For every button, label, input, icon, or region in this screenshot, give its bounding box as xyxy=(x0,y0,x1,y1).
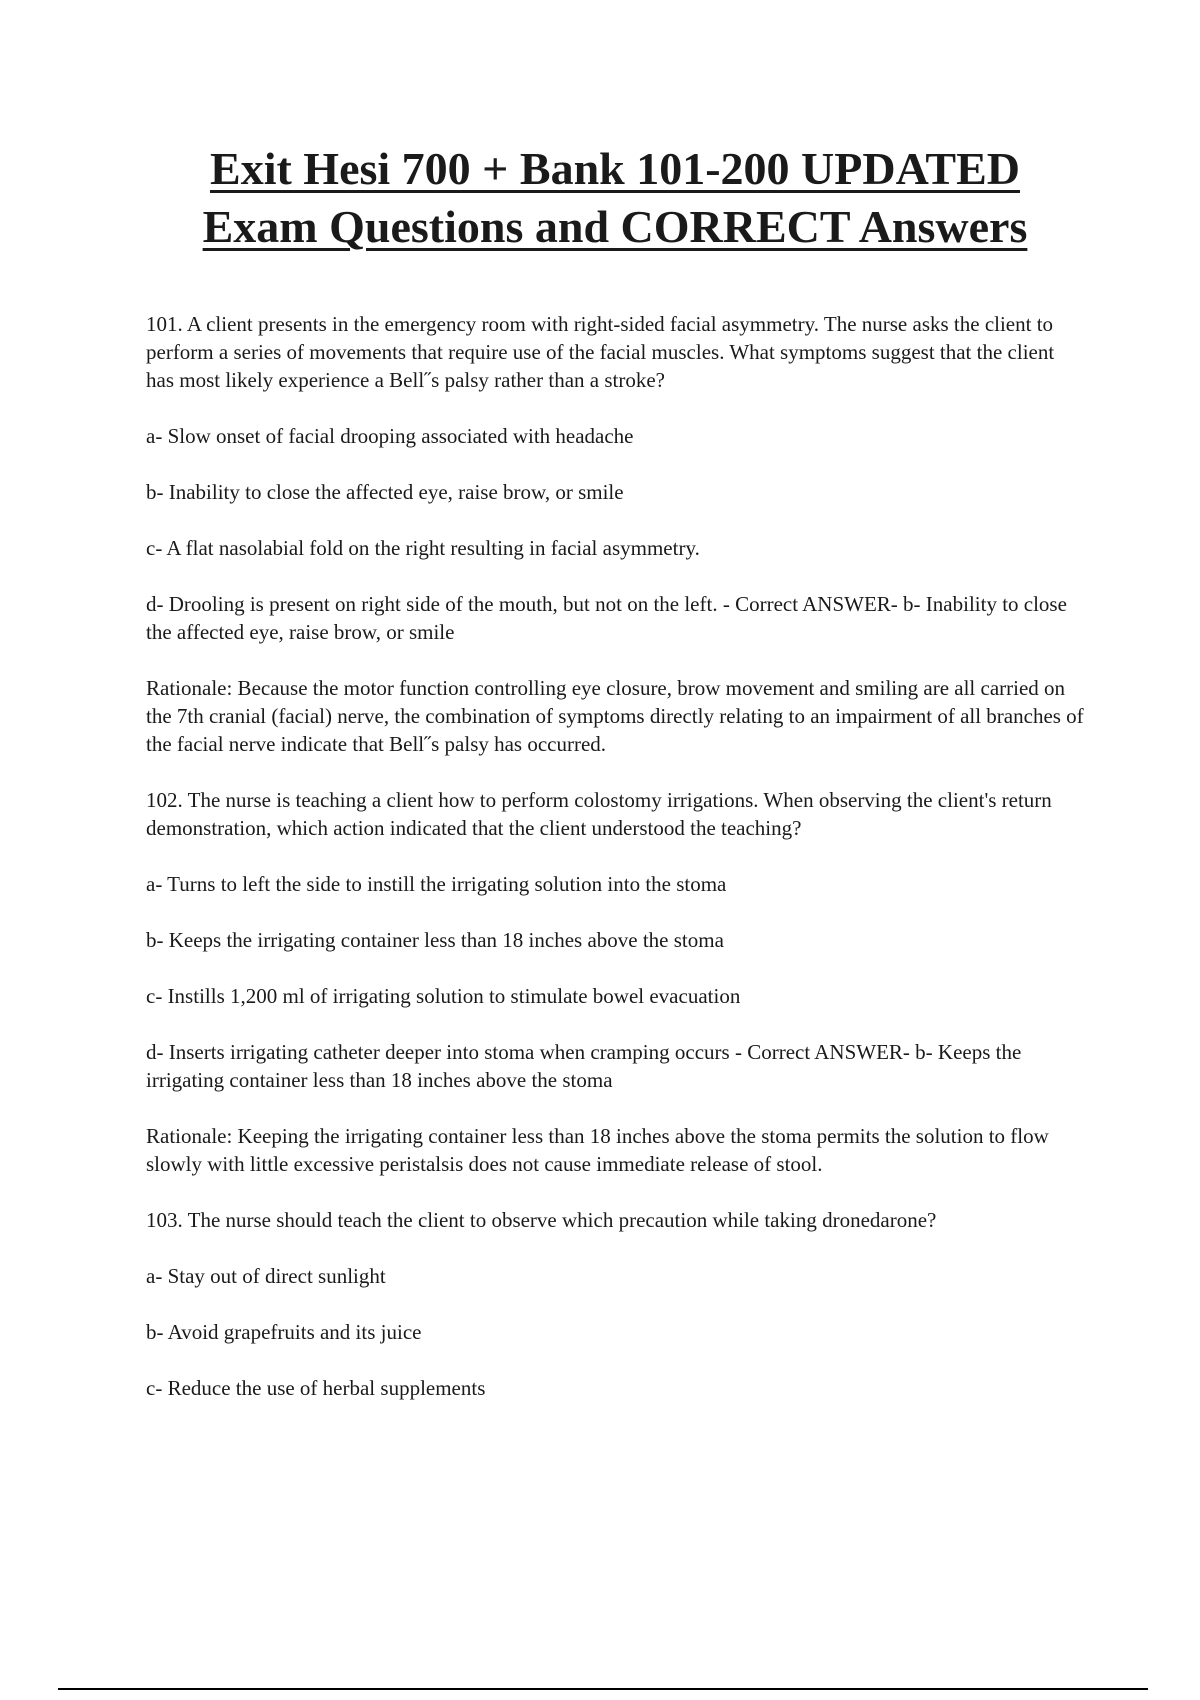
q102-option-a: a- Turns to left the side to instill the irrigating solution into the stoma xyxy=(146,872,727,896)
document-body xyxy=(146,310,1086,1430)
page-bottom-rule xyxy=(58,1688,1148,1690)
document-title xyxy=(0,140,1200,256)
question-102: 102. The nurse is teaching a client how to perform colostomy irrigations. When observing the client's return demonstration, which action indicated that the client understood the teaching? xyxy=(146,788,1052,840)
title-line-2: Exam Questions and CORRECT Answers xyxy=(202,201,1028,252)
q102-option-c: c- Instills 1,200 ml of irrigating solution to stimulate bowel evacuation xyxy=(146,984,741,1008)
q102-option-d-answer: d- Inserts irrigating catheter deeper into stoma when cramping occurs - Correct ANSWER- b- Keeps the irrigating container less than 18 inches above the stoma xyxy=(146,1040,1022,1092)
q101-option-c: c- A flat nasolabial fold on the right resulting in facial asymmetry. xyxy=(146,536,700,560)
question-101: 101. A client presents in the emergency room with right-sided facial asymmetry. The nurse asks the client to perform a series of movements that require use of the facial muscles. What symptoms suggest that the client has most likely experience a Bell˝s palsy rather than a stroke? xyxy=(146,312,1055,392)
q101-option-d-answer: d- Drooling is present on right side of the mouth, but not on the left. - Correct ANSWER- b- Inability to close the affected eye, raise brow, or smile xyxy=(146,592,1067,644)
title-line-1: Exit Hesi 700 + Bank 101-200 UPDATED xyxy=(210,143,1020,194)
q102-rationale: Rationale: Keeping the irrigating container less than 18 inches above the stoma permits the solution to flow slowly with little excessive peristalsis does not cause immediate release of stool. xyxy=(146,1124,1049,1176)
q101-rationale: Rationale: Because the motor function controlling eye closure, brow movement and smiling are all carried on the 7th cranial (facial) nerve, the combination of symptoms directly relating to an impairment of all branches of the facial nerve indicate that Bell˝s palsy has occurred. xyxy=(146,676,1084,756)
q101-option-a: a- Slow onset of facial drooping associated with headache xyxy=(146,424,634,448)
q102-option-b: b- Keeps the irrigating container less than 18 inches above the stoma xyxy=(146,928,724,952)
q101-option-b: b- Inability to close the affected eye, raise brow, or smile xyxy=(146,480,624,504)
question-103: 103. The nurse should teach the client to observe which precaution while taking dronedarone? xyxy=(146,1208,937,1232)
q103-option-c: c- Reduce the use of herbal supplements xyxy=(146,1376,486,1400)
q103-option-a: a- Stay out of direct sunlight xyxy=(146,1264,386,1288)
q103-option-b: b- Avoid grapefruits and its juice xyxy=(146,1320,422,1344)
